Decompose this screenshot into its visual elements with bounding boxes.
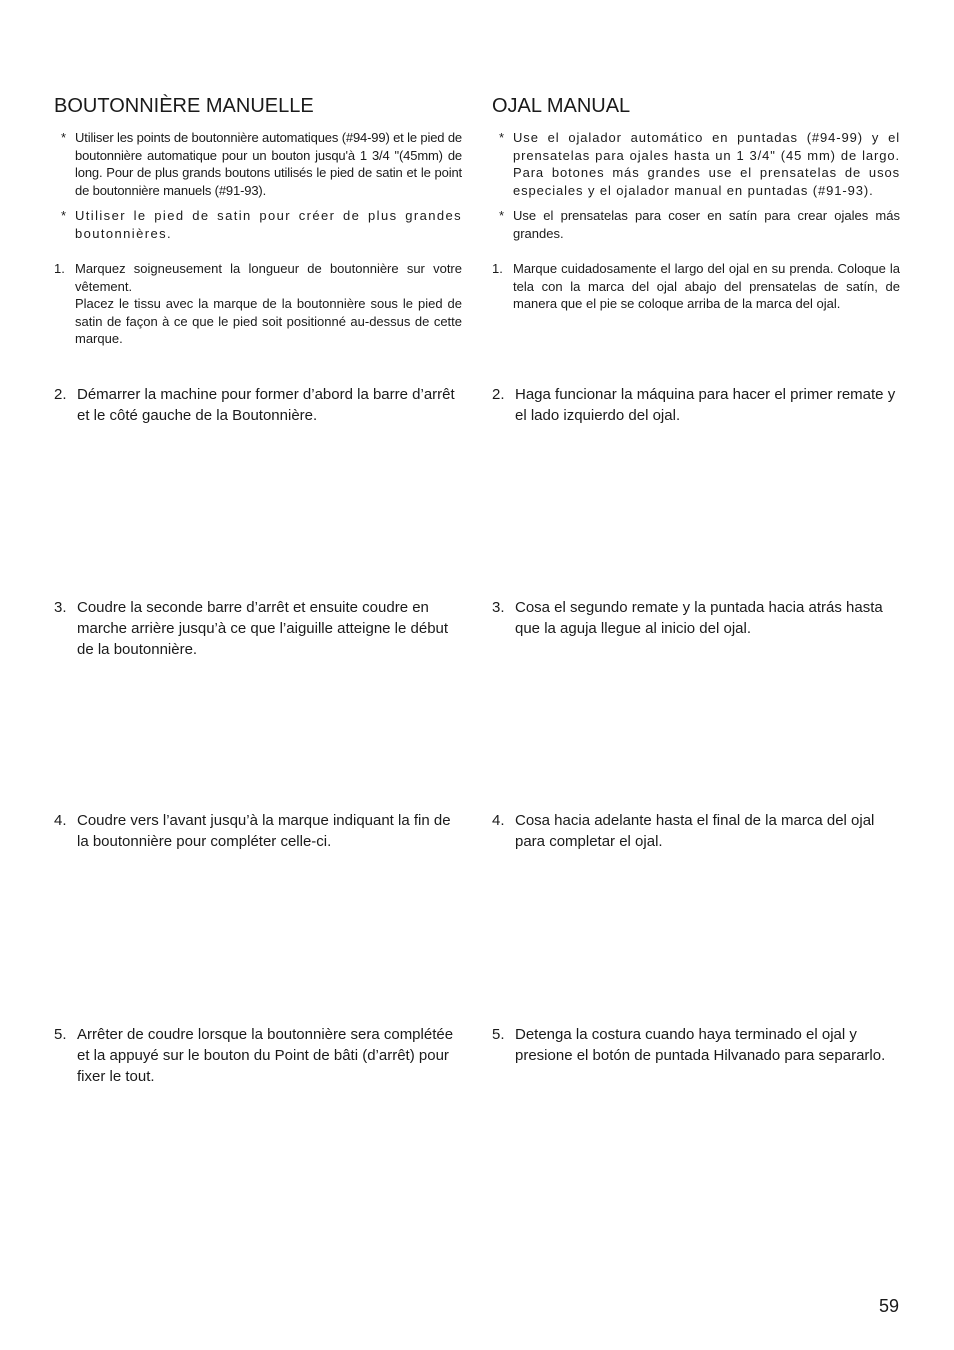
spanish-step-3 (492, 597, 900, 639)
step-number: 3. (492, 599, 505, 616)
spanish-step-4 (492, 810, 900, 852)
french-step-2-text: Démarrer la machine pour former d’abord la barre d’arrêt et le côté gauche de la Boutonnière. (77, 386, 455, 424)
french-step-5-text: Arrêter de coudre lorsque la boutonnière sera complétée et la appuyé sur le bouton du Point de bâti (d’arrêt) pour fixer le tout. (77, 1026, 454, 1085)
spanish-step-5-text: Detenga la costura cuando haya terminado el ojal y presione el botón de puntada Hilvanado para separarlo. (515, 1026, 886, 1064)
step-number: 4. (54, 812, 67, 829)
asterisk-marker: * (61, 208, 68, 223)
spanish-section-title: OJAL MANUAL (492, 95, 631, 117)
step-number: 2. (492, 386, 505, 403)
spanish-step-5 (492, 1024, 900, 1066)
spanish-step-3-text: Cosa el segundo remate y la puntada hacia atrás hasta que la aguja llegue al inicio del ojal. (515, 599, 883, 637)
french-step-1 (54, 260, 462, 348)
step-number: 4. (492, 812, 505, 829)
spanish-note-2 (492, 207, 900, 242)
step-number: 1. (492, 261, 503, 276)
french-step-1-text: Marquez soigneusement la longueur de boutonnière sur votre vêtement. Placez le tissu avec la marque de la boutonnière sous le pied de satin de façon à ce que le pied soit positionné au-dessus de cette marque. (75, 261, 462, 346)
spanish-step-2-text: Haga funcionar la máquina para hacer el primer remate y el lado izquierdo del ojal. (515, 386, 896, 424)
french-note-1 (54, 129, 462, 199)
french-step-3 (54, 597, 462, 660)
french-step-4-text: Coudre vers l’avant jusqu’à la marque indiquant la fin de la boutonnière pour compléter celle-ci. (77, 812, 451, 850)
step-number: 1. (54, 261, 65, 276)
spanish-step-4-text: Cosa hacia adelante hasta el final de la marca del ojal para completar el ojal. (515, 812, 875, 850)
french-step-2 (54, 384, 462, 426)
french-note-2 (54, 207, 462, 242)
french-note-2-text: Utiliser le pied de satin pour créer de plus grandes boutonnières. (75, 208, 462, 241)
french-section-title: BOUTONNIÈRE MANUELLE (54, 95, 314, 117)
asterisk-marker: * (61, 130, 66, 145)
page-number: 59 (878, 1296, 899, 1316)
spanish-step-1-text: Marque cuidadosamente el largo del ojal en su prenda. Coloque la tela con la marca del ojal abajo del prensatelas de satín, de manera que el pie se coloque arriba de la marca del ojal. (513, 261, 900, 311)
asterisk-marker: * (499, 208, 505, 223)
step-number: 5. (492, 1026, 505, 1043)
spanish-note-1 (492, 129, 900, 199)
spanish-step-2 (492, 384, 900, 426)
step-number: 2. (54, 386, 67, 403)
spanish-step-1 (492, 260, 900, 313)
spanish-note-1-text: Use el ojalador automático en puntadas (#94-99) y el prensatelas para ojales hasta un 1 3/4" (45 mm) de largo. Para botones más grandes use el prensatelas de usos especiales y el ojalador manual en puntadas (#91-93). (513, 130, 900, 198)
french-step-3-text: Coudre la seconde barre d’arrêt et ensuite coudre en marche arrière jusqu’à ce que l’aiguille atteigne le début de la boutonnière. (77, 599, 449, 658)
asterisk-marker: * (499, 130, 505, 145)
french-note-1-text: Utiliser les points de boutonnière automatiques (#94-99) et le pied de boutonnière automatique pour un bouton jusqu'à 1 3/4 "(45mm) de long. Pour de plus grands boutons utilisés le pied de satin et le point de boutonnière manuels (#91-93). (75, 130, 462, 198)
french-step-5 (54, 1024, 462, 1087)
french-step-4 (54, 810, 462, 852)
step-number: 5. (54, 1026, 67, 1043)
spanish-note-2-text: Use el prensatelas para coser en satín para crear ojales más grandes. (513, 208, 900, 241)
step-number: 3. (54, 599, 67, 616)
